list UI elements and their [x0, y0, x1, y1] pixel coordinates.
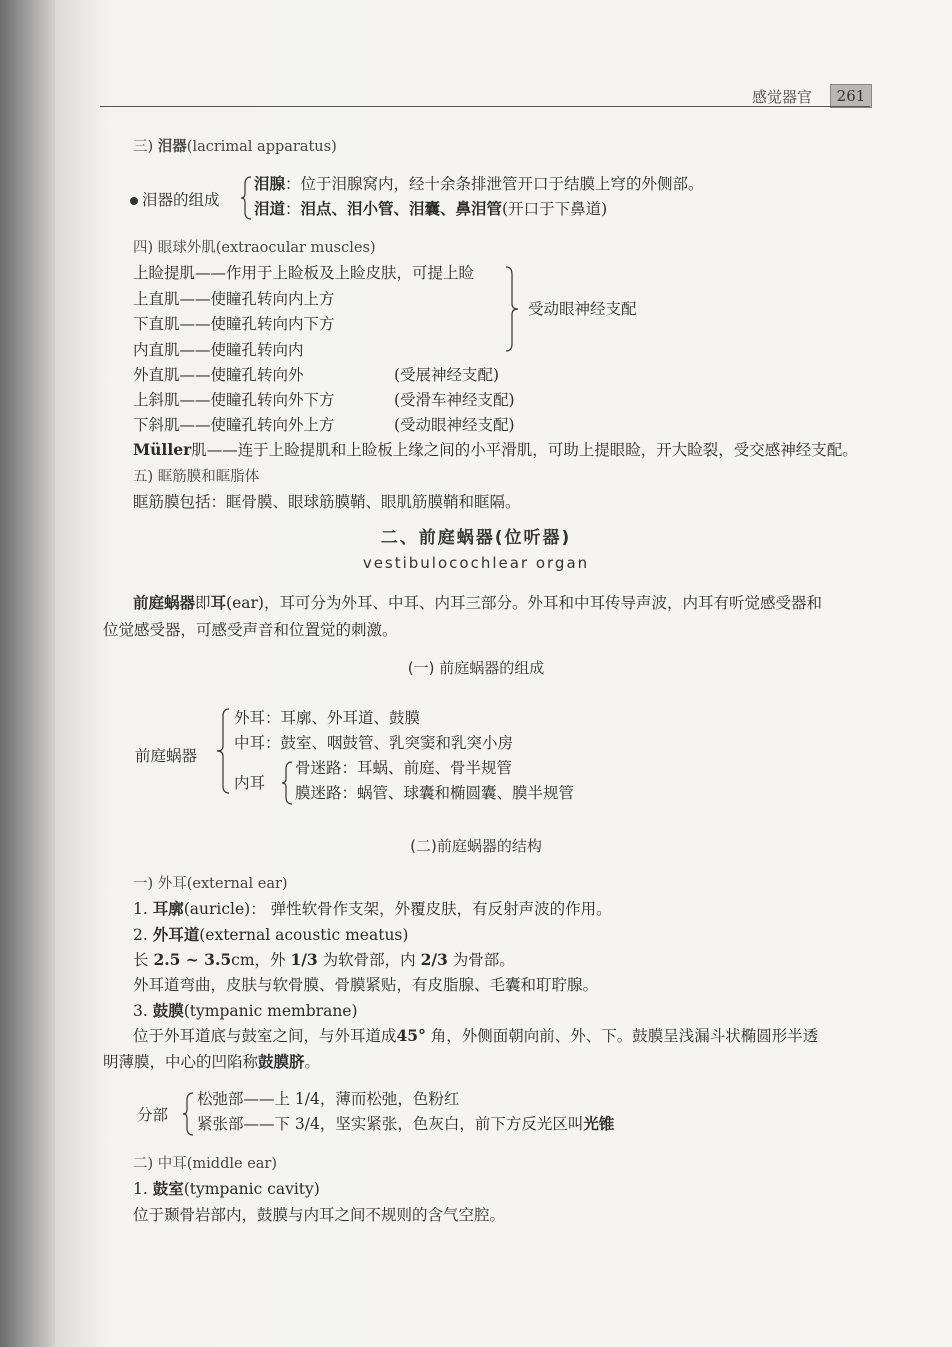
muscle-medial-rectus: 内直肌——使瞳孔转向内 — [133, 341, 304, 359]
membranous-labyrinth: 膜迷路：蜗管、球囊和椭圆囊、膜半规管 — [295, 784, 575, 802]
t1: 明薄膜，中心的凹陷称 — [103, 1053, 259, 1071]
term: 耳廓 — [152, 899, 184, 918]
t1: 位于外耳道底与鼓室之间，与外耳道成 — [133, 1027, 397, 1045]
section-title-en: vestibulocochlear organ — [362, 554, 590, 572]
desc: (auricle)： 弹性软骨作支架，外覆皮肤，有反射声波的作用。 — [183, 900, 612, 918]
muscle-lateral-rectus: 外直肌——使瞳孔转向外 — [133, 366, 304, 384]
ducts-suffix: (开口于下鼻道) — [502, 200, 608, 218]
muscle-levator: 上睑提肌——作用于上睑板及上睑皮肤，可提上睑 — [133, 264, 475, 282]
intro-term-ear: 耳 — [210, 593, 227, 612]
muller-term: Müller — [133, 440, 192, 459]
ducts-items: 泪点、泪小管、泪囊、鼻泪管 — [300, 199, 503, 218]
section-title-cn: 二、前庭蜗器(位听器) — [380, 528, 572, 548]
composition-root: 前庭蜗器 — [135, 747, 198, 765]
curly-brace-icon — [281, 761, 293, 805]
t2: 光锥 — [583, 1114, 615, 1133]
page-number: 261 — [830, 84, 872, 108]
heading-prefix: 三) — [133, 139, 158, 155]
t3: 角，外侧面朝向前、外、下。鼓膜呈浅漏斗状椭圆形半透 — [425, 1027, 819, 1045]
group-innervation: 受动眼神经支配 — [528, 300, 637, 318]
orbital-heading: 五) 眶筋膜和眶脂体 — [133, 469, 260, 485]
t3: 。 — [304, 1053, 321, 1071]
right-brace-icon — [505, 266, 519, 352]
t2: 45° — [396, 1026, 426, 1045]
bony-labyrinth: 骨迷路：耳蜗、前庭、骨半规管 — [295, 759, 513, 777]
intro-line-1 — [133, 593, 822, 613]
num: 1. — [133, 900, 153, 918]
pars-tensa — [197, 1114, 614, 1134]
middle-ear-components: 中耳：鼓室、咽鼓管、乳突窦和乳突小房 — [234, 734, 514, 752]
curly-brace-icon — [240, 176, 252, 220]
middle-ear-heading: 二) 中耳(middle ear) — [133, 1156, 278, 1172]
desc: (tympanic membrane) — [183, 1002, 358, 1020]
curly-brace-icon — [182, 1092, 194, 1136]
t1: 紧张部——下 3/4，坚实紧张，色灰白，前下方反光区叫 — [197, 1115, 584, 1133]
desc: (external acoustic meatus) — [199, 926, 409, 944]
outer-ear-heading: 一) 外耳(external ear) — [133, 876, 288, 892]
heading-suffix: (lacrimal apparatus) — [186, 139, 337, 155]
term: 鼓膜 — [152, 1001, 184, 1020]
composition-heading: (一) 前庭蜗器的组成 — [407, 659, 545, 677]
tympanic-membrane-heading — [133, 1001, 358, 1021]
t2: 鼓膜脐 — [258, 1052, 305, 1071]
muscle-superior-rectus: 上直肌——使瞳孔转向内上方 — [133, 290, 335, 308]
t7: 为骨部。 — [447, 951, 515, 969]
lacrimal-heading — [133, 137, 337, 157]
desc: (tympanic cavity) — [183, 1180, 320, 1198]
muller-desc: 肌——连于上睑提肌和上睑板上缘之间的小平滑肌，可助上提眼睑，开大睑裂，受交感神经支配。 — [191, 441, 858, 459]
canal-length — [133, 950, 515, 970]
gland-desc: ：位于泪腺窝内，经十余条排泄管开口于结膜上穹的外侧部。 — [285, 175, 704, 193]
muscle-inferior-rectus: 下直肌——使瞳孔转向内下方 — [133, 315, 335, 333]
bullet-icon — [130, 197, 138, 205]
num: 3. — [133, 1002, 153, 1020]
tympanic-membrane-line-1 — [133, 1026, 818, 1046]
tympanic-membrane-line-2 — [103, 1052, 320, 1072]
t3: cm，外 — [231, 951, 291, 969]
muscle-superior-oblique: 上斜肌——使瞳孔转向外下方 — [133, 391, 335, 409]
t1: 长 — [133, 951, 154, 969]
muller-muscle-line — [133, 440, 858, 460]
parts-label: 分部 — [137, 1106, 169, 1124]
ducts-term: 泪道 — [254, 199, 286, 218]
lacrimal-composition-label — [130, 190, 220, 210]
lacrimal-ducts-line — [254, 199, 607, 219]
innervation-abducens: (受展神经支配) — [394, 366, 500, 384]
t5: 为软骨部，内 — [317, 951, 421, 969]
num: 1. — [133, 1180, 153, 1198]
canal-heading — [133, 925, 408, 945]
heading-bold: 泪器 — [157, 138, 187, 155]
canal-description: 外耳道弯曲，皮肤与软骨膜、骨膜紧贴，有皮脂腺、毛囊和耵聍腺。 — [133, 976, 599, 994]
structure-heading: (二)前庭蜗器的结构 — [410, 837, 542, 855]
intro-mid: 即 — [195, 594, 211, 612]
ducts-colon: ： — [285, 200, 301, 218]
term: 外耳道 — [152, 925, 200, 944]
num: 2. — [133, 926, 153, 944]
inner-ear-label: 内耳 — [234, 774, 266, 792]
label-text: 泪器的组成 — [142, 191, 220, 209]
muscle-inferior-oblique: 下斜肌——使瞳孔转向外上方 — [133, 416, 335, 434]
outer-ear-components: 外耳：耳廓、外耳道、鼓膜 — [234, 709, 421, 727]
tympanic-cavity-desc: 位于颞骨岩部内，鼓膜与内耳之间不规则的含气空腔。 — [133, 1206, 506, 1224]
pars-flaccida: 松弛部——上 1/4，薄而松弛，色粉红 — [197, 1090, 460, 1108]
t6: 2/3 — [420, 950, 448, 969]
auricle-line — [133, 899, 612, 919]
orbital-text: 眶筋膜包括：眶骨膜、眼球筋膜鞘、眼肌筋膜鞘和眶隔。 — [133, 493, 521, 511]
curly-brace-icon — [216, 708, 230, 794]
intro-rest: (ear)，耳可分为外耳、中耳、内耳三部分。外耳和中耳传导声波，内耳有听觉感受器和 — [226, 594, 822, 612]
extraocular-heading: 四) 眼球外肌(extraocular muscles) — [133, 240, 376, 256]
lacrimal-gland-line — [254, 174, 704, 194]
intro-term: 前庭蜗器 — [133, 593, 196, 612]
term: 鼓室 — [152, 1179, 184, 1198]
t4: 1/3 — [290, 950, 318, 969]
innervation-oculomotor: (受动眼神经支配) — [394, 416, 515, 434]
gland-term: 泪腺 — [254, 174, 286, 193]
tympanic-cavity-heading — [133, 1179, 320, 1199]
header-rule — [100, 106, 870, 107]
intro-line-2: 位觉感受器，可感受声音和位置觉的刺激。 — [103, 621, 398, 639]
running-header-title: 感觉器官 — [752, 88, 813, 106]
t2: 2.5 ~ 3.5 — [153, 950, 232, 969]
innervation-trochlear: (受滑车神经支配) — [394, 391, 515, 409]
